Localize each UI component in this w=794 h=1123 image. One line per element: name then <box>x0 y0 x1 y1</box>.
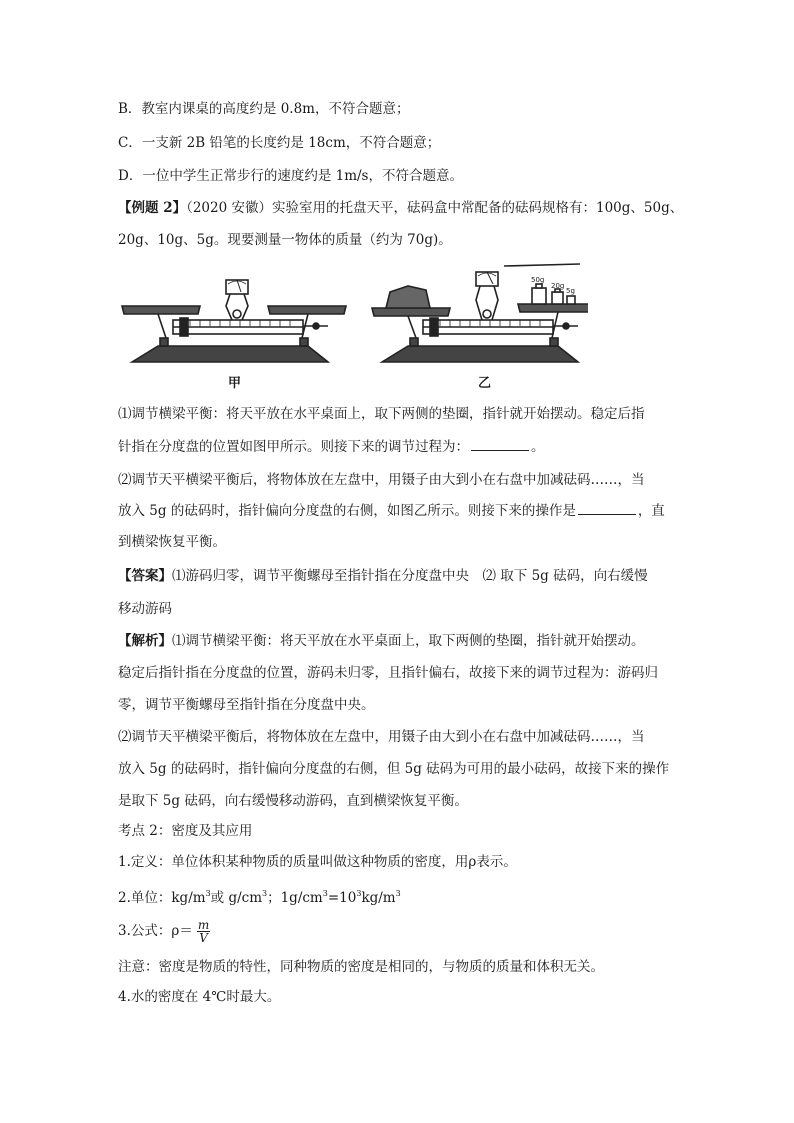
example-2-line <box>118 199 683 217</box>
explanation-line-6: 是取下 5g 砝码，向右缓慢移动游码，直到横梁恢复平衡。 <box>118 793 468 809</box>
question-2-end: ，直 <box>637 503 665 519</box>
question-1-line-2 <box>118 438 545 456</box>
explanation-text: ⑴调节横梁平衡：将天平放在水平桌面上，取下两侧的垫圈，指针就开始摆动。 <box>172 633 645 649</box>
unit-text-4: =10 <box>327 890 357 906</box>
water-density: 4.水的密度在 4℃时最大。 <box>118 989 281 1005</box>
unit-text-5: kg/m <box>361 890 396 906</box>
balance-scales-illustration <box>118 262 588 392</box>
answer-blank-2 <box>578 502 636 515</box>
unit-text-2: 或 g/cm <box>210 890 262 906</box>
figure-caption-yi: 乙 <box>478 376 492 391</box>
example-tag: 【例题 2】 <box>118 200 187 216</box>
formula-denominator: V <box>199 931 208 945</box>
explanation-line-1 <box>118 632 645 650</box>
answer-blank-1 <box>471 438 529 451</box>
example-text: （2020 安徽）实验室用的托盘天平，砝码盒中常配备的砝码规格有：100g、50g、 <box>186 200 684 216</box>
example-2-line-2: 20g、10g、5g。现要测量一物体的质量（约为 70g)。 <box>118 232 452 248</box>
answer-text: ⑴游码归零，调节平衡螺母至指针指在分度盘中央 ⑵ 取下 5g 砝码，向右缓慢 <box>172 568 648 584</box>
explanation-line-5: 放入 5g 的砝码时，指针偏向分度盘的右侧，但 5g 砝码为可用的最小砝码，故接下来的操作 <box>118 761 670 777</box>
formula-numerator: m <box>197 918 210 932</box>
line-d: D．一位中学生正常步行的速度约是 1m/s，不符合题意。 <box>118 168 463 184</box>
question-1-end: 。 <box>531 439 545 455</box>
explanation-line-2: 稳定后指针指在分度盘的位置，游码未归零，且指针偏右，故接下来的调节过程为：游码归 <box>118 665 658 681</box>
weight-label-50g: 50g <box>531 276 545 284</box>
formula-label: 3.公式：ρ＝ <box>118 923 193 939</box>
explanation-line-3: 零，调节平衡螺母至指针指在分度盘中央。 <box>118 697 375 713</box>
unit-text-3: ；1g/cm <box>267 890 323 906</box>
density-definition: 1.定义：单位体积某种物质的质量叫做这种物质的密度，用ρ表示。 <box>118 854 517 870</box>
explanation-line-4: ⑵调节天平横梁平衡后，将物体放在左盘中，用镊子由大到小在右盘中加减砝码……，当 <box>118 729 645 745</box>
line-c: C．一支新 2B 铅笔的长度约是 18cm，不符合题意； <box>118 135 441 151</box>
figure-caption-jia: 甲 <box>228 376 242 391</box>
question-2-line-2 <box>118 502 665 520</box>
density-note: 注意：密度是物质的特性，同种物质的密度是相同的，与物质的质量和体积无关。 <box>118 959 604 975</box>
density-formula <box>118 917 210 945</box>
key-point-heading: 考点 2：密度及其应用 <box>118 823 253 839</box>
answer-line-2: 移动游码 <box>118 601 172 617</box>
balance-figure <box>118 262 588 392</box>
unit-text-1: 2.单位：kg/m <box>118 890 206 906</box>
balance-left <box>122 280 346 362</box>
question-2-text: 放入 5g 的砝码时，指针偏向分度盘的右侧，如图乙所示。则接下来的操作是 <box>118 503 576 519</box>
weight-label-5g: 5g <box>566 287 575 295</box>
weight-label-20g: 20g <box>551 282 565 290</box>
formula-fraction <box>197 919 210 944</box>
density-unit: 2.单位：$kg/m^3$或 $g/cm^3$；$1g/cm^3=10^3kg/m^3$ <box>118 889 401 906</box>
question-2-line-1: ⑵调节天平横梁平衡后，将物体放在左盘中，用镊子由大到小在右盘中加减砝码……，当 <box>118 472 645 488</box>
explanation-tag: 【解析】 <box>118 633 172 649</box>
answer-line-1 <box>118 567 648 585</box>
answer-tag: 【答案】 <box>118 568 172 584</box>
question-1-text: 针指在分度盘的位置如图甲所示。则接下来的调节过程为： <box>118 439 469 455</box>
line-b: B．教室内课桌的高度约是 0.8m，不符合题意； <box>118 101 410 117</box>
balance-right <box>372 264 588 362</box>
question-1-line-1: ⑴调节横梁平衡：将天平放在水平桌面上，取下两侧的垫圈，指针就开始摆动。稳定后指 <box>118 406 645 422</box>
question-2-line-3: 到横梁恢复平衡。 <box>118 534 226 550</box>
